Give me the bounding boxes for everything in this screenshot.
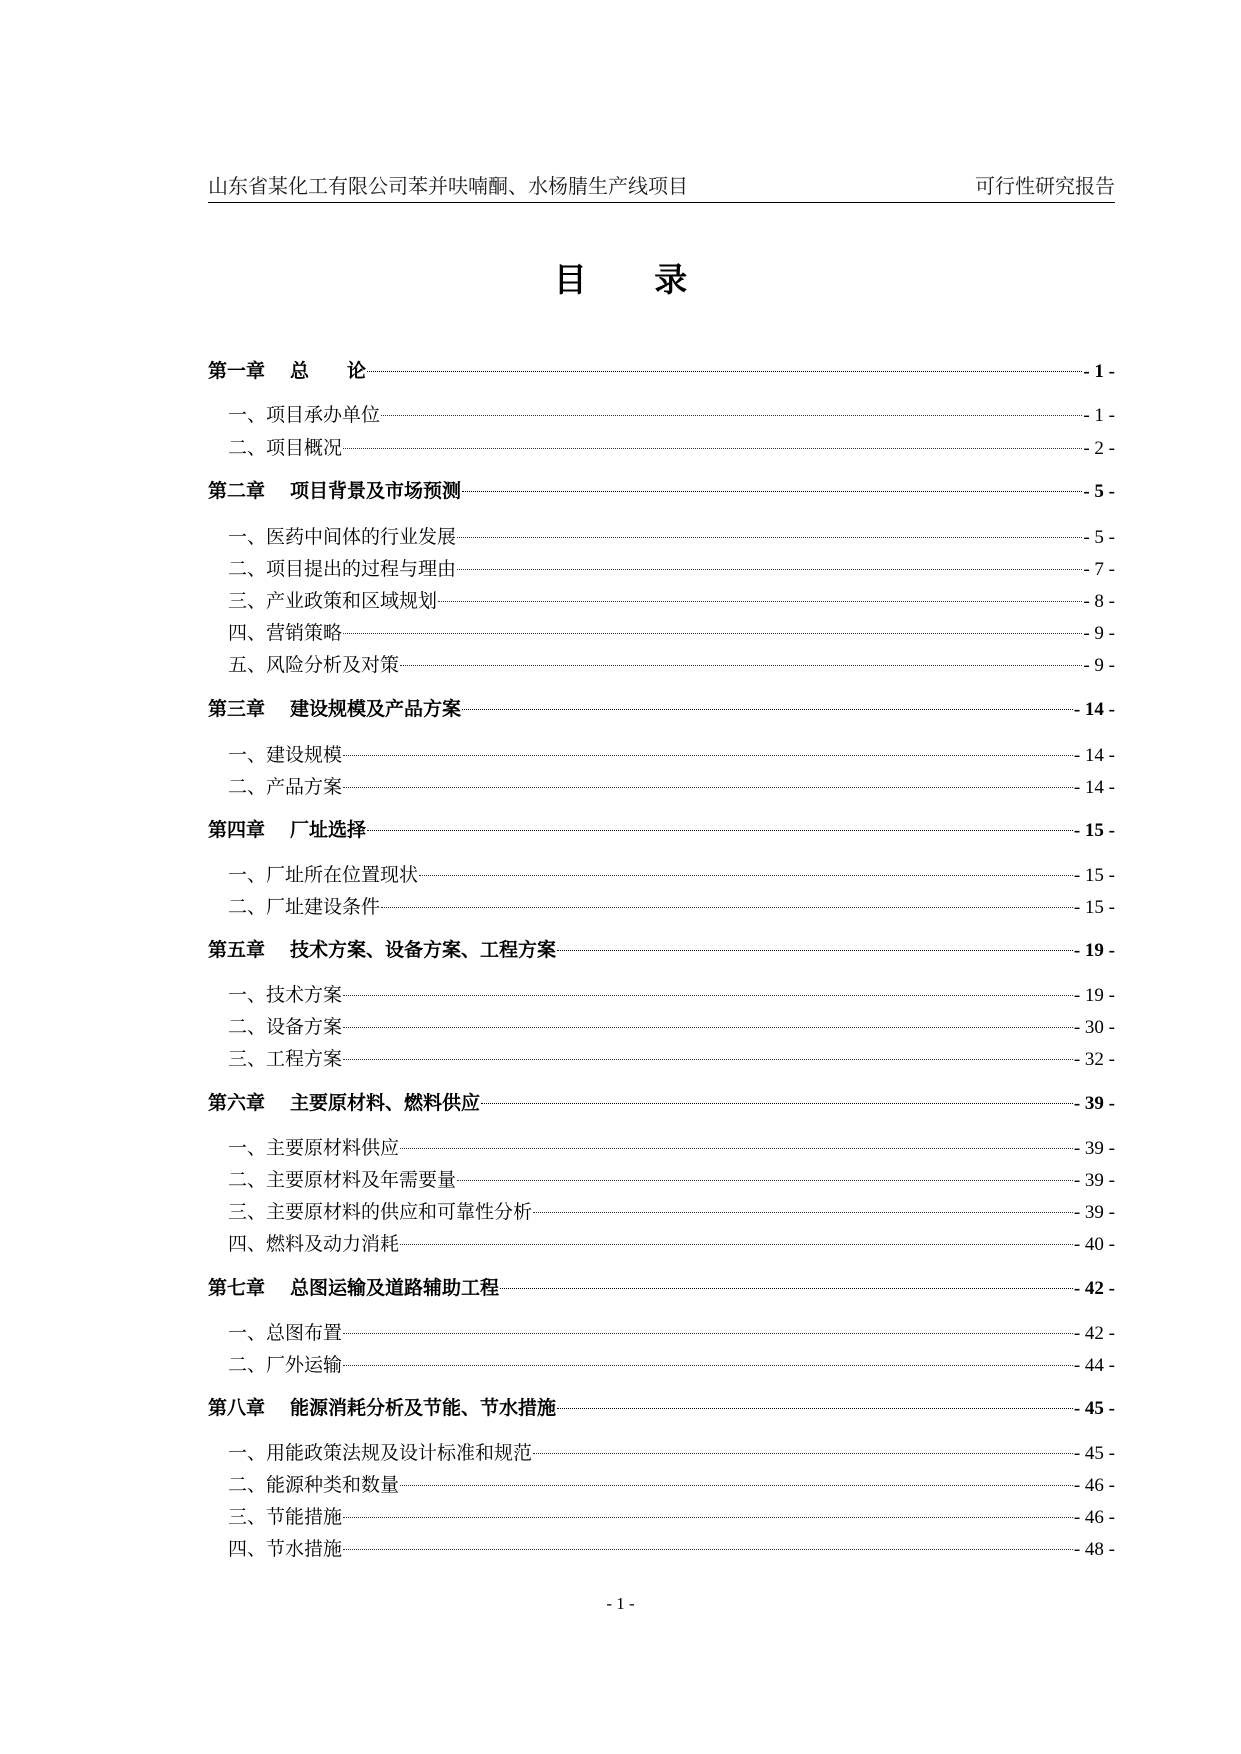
toc-chapter-number: 第三章 [208,698,266,720]
toc-page-number: - 14 - [1073,777,1115,798]
toc-section-entry[interactable] [208,1438,1115,1468]
toc-chapter-number: 第一章 [208,360,266,382]
toc-entry-label: 技术方案、设备方案、工程方案 [290,939,557,961]
toc-dot-leader [400,1244,1073,1245]
page-header [208,172,1115,203]
toc-page-number: - 15 - [1073,865,1115,886]
toc-page-number: - 9 - [1083,623,1115,644]
toc-section-entry[interactable] [208,1044,1115,1074]
toc-dot-leader [343,787,1073,788]
toc-page-number: - 39 - [1073,1202,1115,1223]
toc-section-entry[interactable] [208,433,1115,463]
toc-page-number: - 48 - [1073,1539,1115,1560]
toc-entry-label: 二、主要原材料及年需要量 [228,1169,457,1191]
toc-page-number: - 14 - [1073,699,1115,720]
toc-dot-leader [343,1059,1073,1060]
toc-entry-label: 一、技术方案 [228,984,343,1006]
toc-dot-leader [419,875,1073,876]
toc-page-number: - 32 - [1073,1049,1115,1070]
toc-dot-leader [343,448,1082,449]
toc-chapter-entry[interactable] [208,935,1115,965]
toc-dot-leader [462,709,1073,710]
toc-page-number: - 1 - [1083,405,1115,426]
toc-section-entry[interactable] [208,1470,1115,1500]
toc-entry-label: 一、主要原材料供应 [228,1137,400,1159]
toc-page-number: - 42 - [1073,1323,1115,1344]
toc-page-number: - 9 - [1083,655,1115,676]
toc-entry-label: 项目背景及市场预测 [290,480,462,502]
toc-page-number: - 2 - [1083,438,1115,459]
toc-entry-label: 二、项目概况 [228,437,343,459]
toc-entry-label: 总图运输及道路辅助工程 [290,1277,500,1299]
toc-section-entry[interactable] [208,1350,1115,1380]
toc-dot-leader [533,1453,1073,1454]
toc-entry-label: 主要原材料、燃料供应 [290,1092,481,1114]
toc-entry-label: 四、节水措施 [228,1538,343,1560]
toc-dot-leader [343,1365,1073,1366]
toc-page-number: - 40 - [1073,1234,1115,1255]
toc-dot-leader [457,1180,1073,1181]
toc-chapter-number: 第四章 [208,819,266,841]
toc-entry-label: 厂址选择 [290,819,367,841]
toc-section-entry[interactable] [208,1502,1115,1532]
toc-entry-label: 一、厂址所在位置现状 [228,864,419,886]
toc-section-entry[interactable] [208,1133,1115,1163]
toc-dot-leader [400,1148,1073,1149]
toc-entry-label: 一、项目承办单位 [228,404,381,426]
toc-title: 目 录 [553,260,716,299]
toc-page-number: - 42 - [1073,1278,1115,1299]
toc-dot-leader [481,1103,1073,1104]
toc-dot-leader [400,665,1082,666]
toc-chapter-entry[interactable] [208,1393,1115,1423]
toc-dot-leader [557,1408,1073,1409]
toc-page-number: - 39 - [1073,1170,1115,1191]
toc-chapter-entry[interactable] [208,356,1115,386]
toc-section-entry[interactable] [208,1534,1115,1564]
toc-page-number: - 46 - [1073,1507,1115,1528]
toc-dot-leader [557,950,1073,951]
toc-section-entry[interactable] [208,740,1115,770]
toc-entry-label: 总 论 [290,360,367,382]
toc-section-entry[interactable] [208,554,1115,584]
toc-section-entry[interactable] [208,1165,1115,1195]
toc-section-entry[interactable] [208,618,1115,648]
header-report-type: 可行性研究报告 [975,174,1115,198]
toc-dot-leader [343,995,1073,996]
toc-dot-leader [343,755,1073,756]
toc-page-number: - 45 - [1073,1443,1115,1464]
toc-section-entry[interactable] [208,1012,1115,1042]
toc-page-number: - 15 - [1073,820,1115,841]
toc-dot-leader [462,491,1082,492]
toc-page-number: - 30 - [1073,1017,1115,1038]
toc-dot-leader [533,1212,1073,1213]
toc-entry-label: 二、能源种类和数量 [228,1474,400,1496]
toc-entry-label: 一、用能政策法规及设计标准和规范 [228,1442,533,1464]
toc-page-number: - 19 - [1073,940,1115,961]
toc-section-entry[interactable] [208,400,1115,430]
toc-chapter-number: 第二章 [208,480,266,502]
toc-entry-label: 二、产品方案 [228,776,343,798]
toc-dot-leader [457,537,1082,538]
toc-chapter-entry[interactable] [208,1273,1115,1303]
toc-entry-label: 三、工程方案 [228,1048,343,1070]
toc-entry-label: 二、项目提出的过程与理由 [228,558,457,580]
toc-chapter-number: 第五章 [208,939,266,961]
toc-section-entry[interactable] [208,860,1115,890]
toc-section-entry[interactable] [208,522,1115,552]
toc-dot-leader [343,1027,1073,1028]
page-number: - 1 - [606,1594,635,1613]
toc-dot-leader [343,1517,1073,1518]
toc-page-number: - 45 - [1073,1398,1115,1419]
toc-page-number: - 8 - [1083,591,1115,612]
toc-section-entry[interactable] [208,1229,1115,1259]
toc-chapter-entry[interactable] [208,694,1115,724]
toc-dot-leader [367,830,1073,831]
toc-section-entry[interactable] [208,650,1115,680]
toc-dot-leader [381,415,1082,416]
toc-entry-label: 二、设备方案 [228,1016,343,1038]
toc-dot-leader [381,907,1073,908]
toc-page-number: - 46 - [1073,1475,1115,1496]
toc-chapter-number: 第八章 [208,1397,266,1419]
toc-section-entry[interactable] [208,772,1115,802]
toc-section-entry[interactable] [208,586,1115,616]
toc-entry-label: 二、厂外运输 [228,1354,343,1376]
toc-page-number: - 19 - [1073,985,1115,1006]
toc-section-entry[interactable] [208,1197,1115,1227]
toc-page-number: - 5 - [1083,527,1115,548]
toc-entry-label: 三、产业政策和区域规划 [228,590,438,612]
toc-dot-leader [343,633,1082,634]
toc-entry-label: 建设规模及产品方案 [290,698,462,720]
toc-entry-label: 一、医药中间体的行业发展 [228,526,457,548]
toc-page-number: - 44 - [1073,1355,1115,1376]
toc-page-number: - 1 - [1083,361,1115,382]
toc-dot-leader [343,1549,1073,1550]
toc-page-number: - 15 - [1073,897,1115,918]
toc-page-number: - 39 - [1073,1093,1115,1114]
toc-entry-label: 四、燃料及动力消耗 [228,1233,400,1255]
toc-page-number: - 5 - [1083,481,1115,502]
toc-page-number: - 7 - [1083,559,1115,580]
toc-dot-leader [400,1485,1073,1486]
toc-chapter-entry[interactable] [208,1088,1115,1118]
toc-entry-label: 五、风险分析及对策 [228,654,400,676]
toc-page-number: - 39 - [1073,1138,1115,1159]
toc-dot-leader [438,601,1082,602]
toc-chapter-entry[interactable] [208,815,1115,845]
toc-entry-label: 能源消耗分析及节能、节水措施 [290,1397,557,1419]
toc-entry-label: 一、总图布置 [228,1322,343,1344]
header-project-title: 山东省某化工有限公司苯并呋喃酮、水杨腈生产线项目 [208,174,688,198]
toc-entry-label: 三、主要原材料的供应和可靠性分析 [228,1201,533,1223]
toc-entry-label: 三、节能措施 [228,1506,343,1528]
toc-chapter-number: 第六章 [208,1092,266,1114]
toc-section-entry[interactable] [208,1318,1115,1348]
toc-dot-leader [457,569,1082,570]
toc-chapter-number: 第七章 [208,1277,266,1299]
toc-dot-leader [343,1333,1073,1334]
toc-page-number: - 14 - [1073,745,1115,766]
toc-entry-label: 二、厂址建设条件 [228,896,381,918]
toc-entry-label: 一、建设规模 [228,744,343,766]
toc-section-entry[interactable] [208,980,1115,1010]
toc-entry-label: 四、营销策略 [228,622,343,644]
toc-section-entry[interactable] [208,892,1115,922]
toc-chapter-entry[interactable] [208,476,1115,506]
toc-dot-leader [367,371,1082,372]
toc-dot-leader [500,1288,1073,1289]
